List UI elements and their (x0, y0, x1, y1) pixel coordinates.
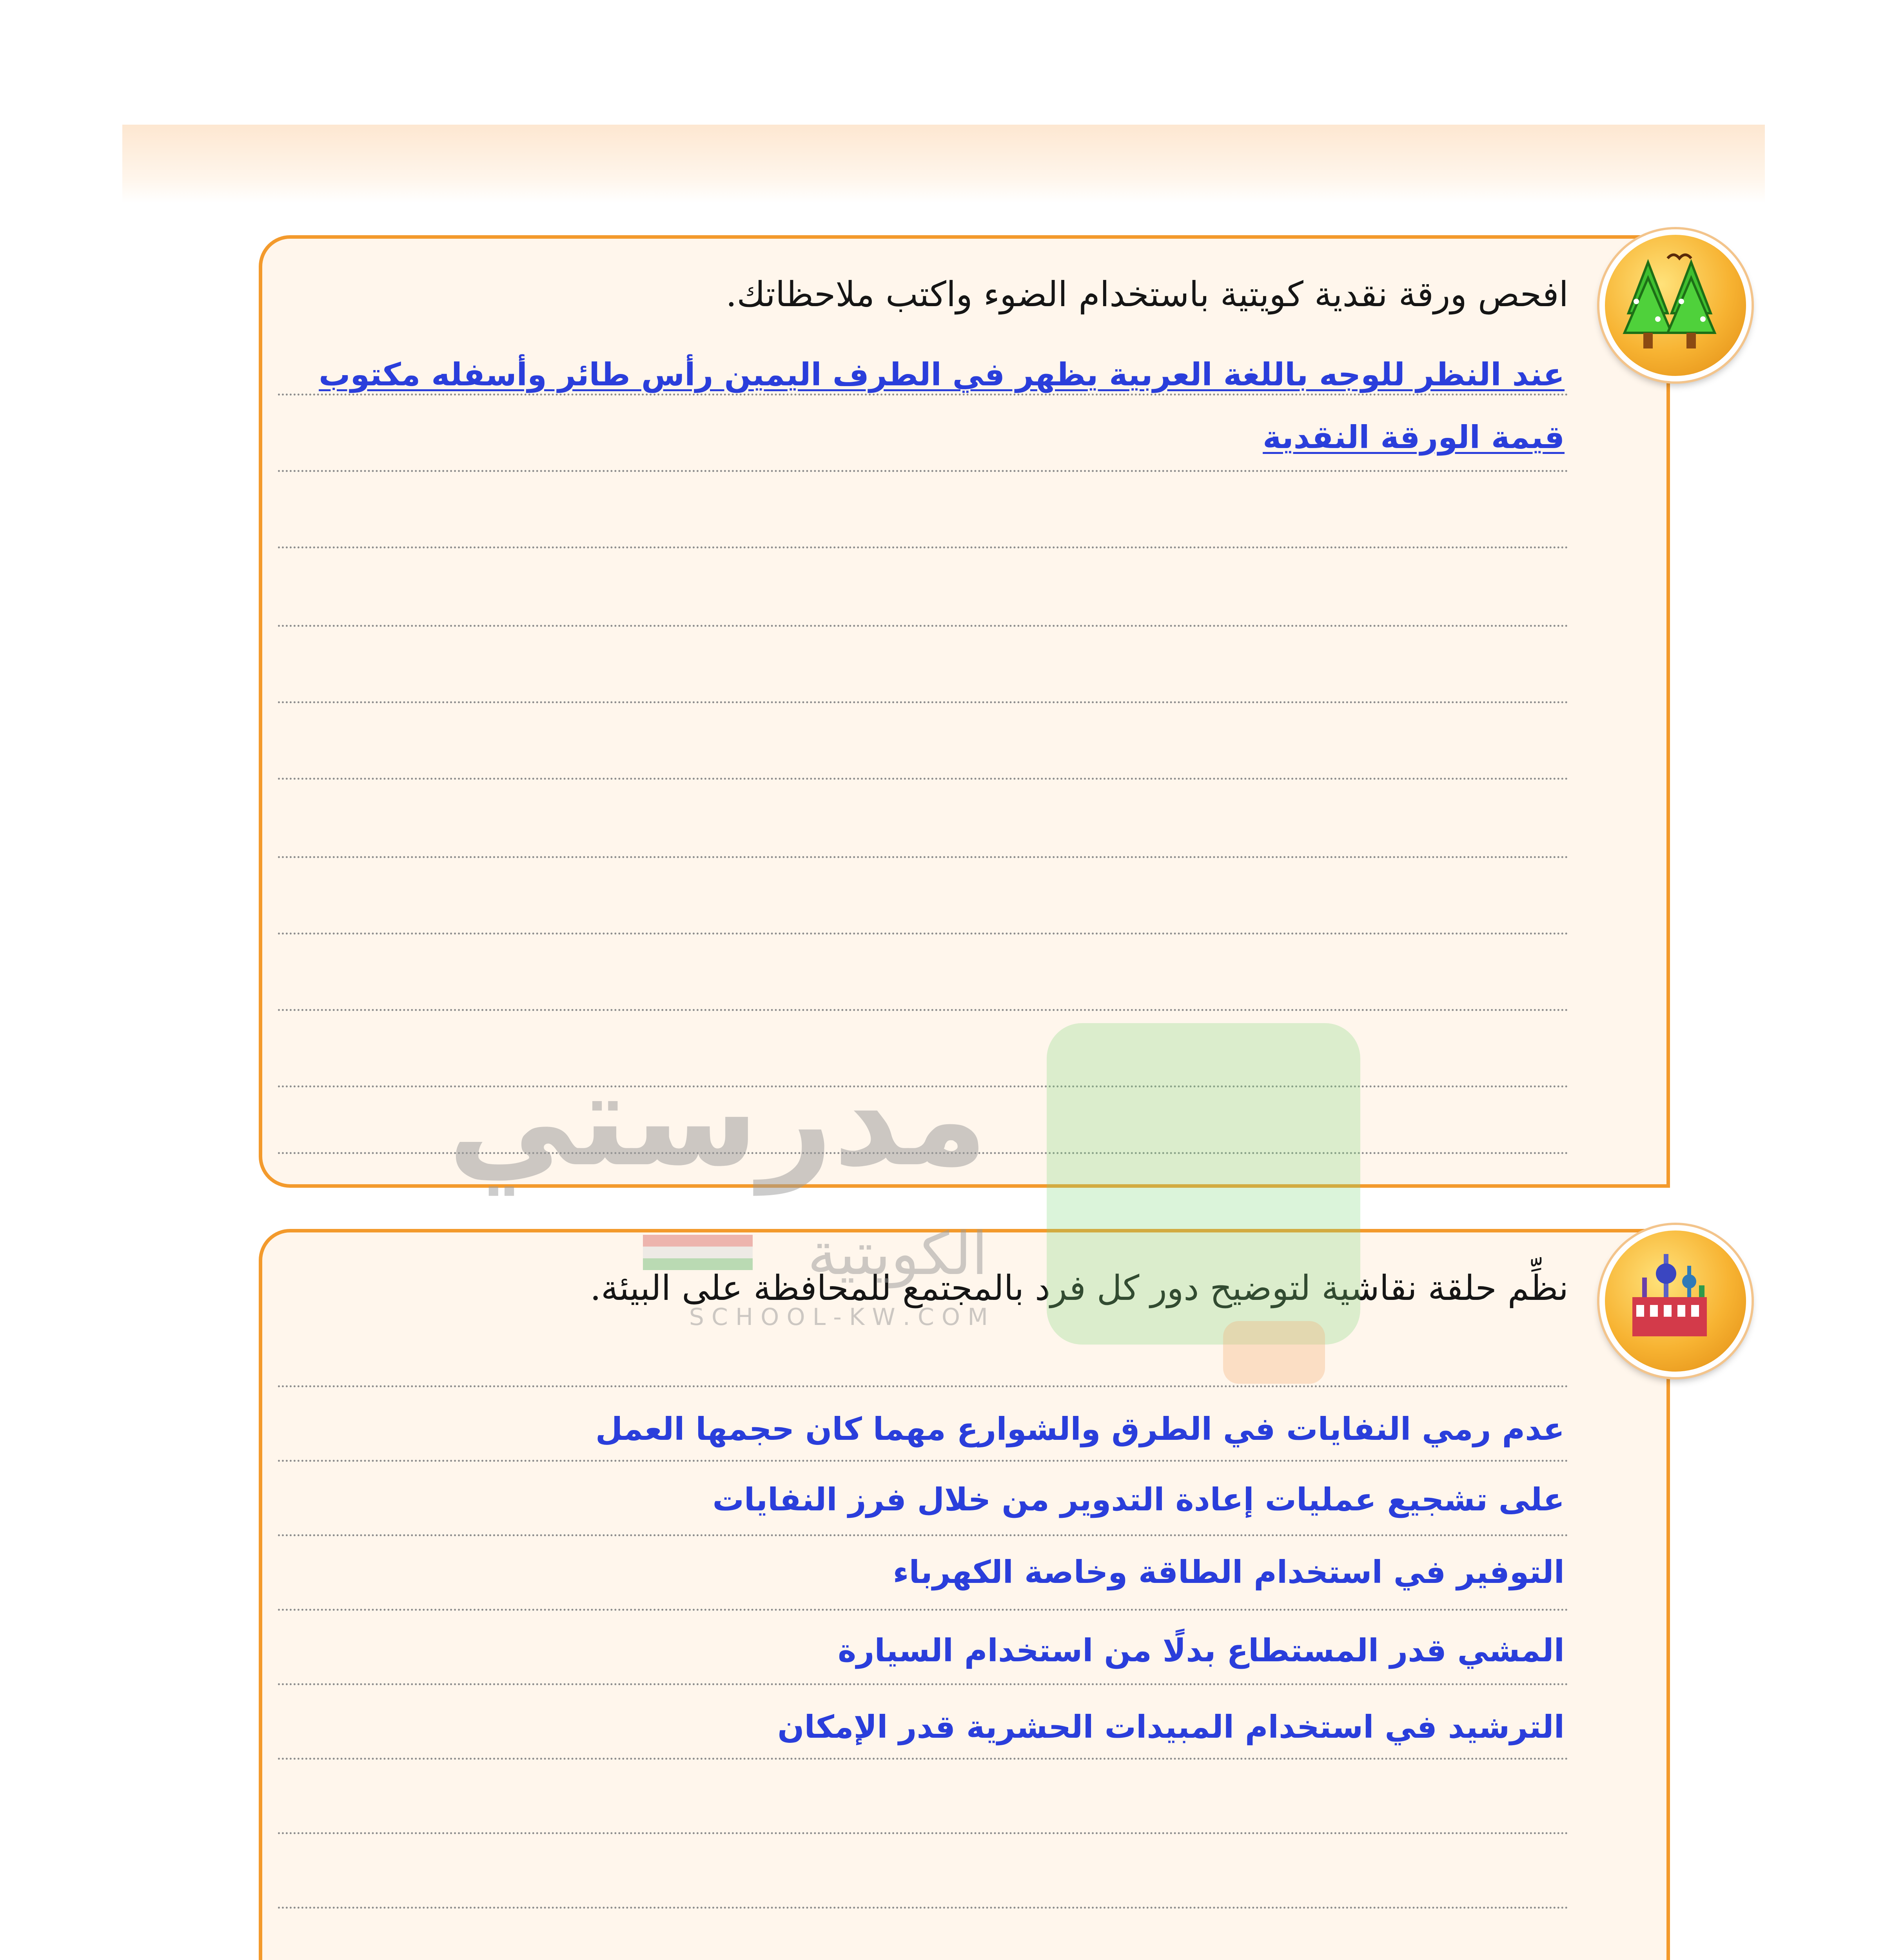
writing-line (278, 1085, 1568, 1087)
writing-line (278, 856, 1568, 858)
writing-line (278, 470, 1568, 472)
writing-line (278, 1609, 1568, 1611)
activity-1-answer-line: عند النظر للوجه باللغة العربية يظهر في الطرف اليمين رأس طائر وأسفله مكتوب (319, 356, 1565, 393)
writing-line (278, 1758, 1568, 1760)
writing-line (278, 1534, 1568, 1536)
activity-2-answer-line: عدم رمي النفايات في الطرق والشوارع مهما كان حجمها العمل (595, 1411, 1565, 1447)
activity-2-answer-line: التوفير في استخدام الطاقة وخاصة الكهرباء (893, 1554, 1565, 1590)
watermark-latin: S C H O O L - K W . C O M (689, 1303, 988, 1331)
activity-2-answer-line: الترشيد في استخدام المبيدات الحشرية قدر الإمكان (777, 1709, 1565, 1745)
watermark-title: مدرستي (447, 1044, 988, 1195)
writing-line (278, 1683, 1568, 1685)
activity-2-prompt: نظِّم حلقة نقاشية لتوضيح دور كل فرد بالمجتمع للمحافظة على البيئة. (590, 1268, 1568, 1308)
writing-line (278, 1152, 1568, 1154)
city-towers-icon (1599, 1225, 1752, 1377)
trees-birds-icon (1599, 229, 1752, 381)
writing-line (278, 394, 1568, 396)
watermark-subtitle: الكويتية (807, 1220, 988, 1288)
writing-line (278, 625, 1568, 627)
writing-line (278, 933, 1568, 935)
writing-line (278, 1907, 1568, 1909)
activity-2-answer-line: المشي قدر المستطاع بدلًا من استخدام السيارة (838, 1632, 1565, 1669)
writing-line (278, 546, 1568, 548)
writing-line (278, 778, 1568, 780)
activity-1-prompt: افحص ورقة نقدية كويتية باستخدام الضوء واكتب ملاحظاتك. (726, 274, 1568, 314)
activity-panel-2 (259, 1229, 1670, 1960)
writing-line (278, 1460, 1568, 1462)
header-band (122, 125, 1765, 203)
activity-1-answer-line: قيمة الورقة النقدية (1263, 419, 1565, 456)
writing-line (278, 1009, 1568, 1011)
writing-line (278, 701, 1568, 703)
writing-line (278, 1385, 1568, 1387)
activity-panel-1 (259, 235, 1670, 1188)
writing-line (278, 1832, 1568, 1834)
activity-2-answer-line: على تشجيع عمليات إعادة التدوير من خلال فرز النفايات (712, 1481, 1565, 1518)
